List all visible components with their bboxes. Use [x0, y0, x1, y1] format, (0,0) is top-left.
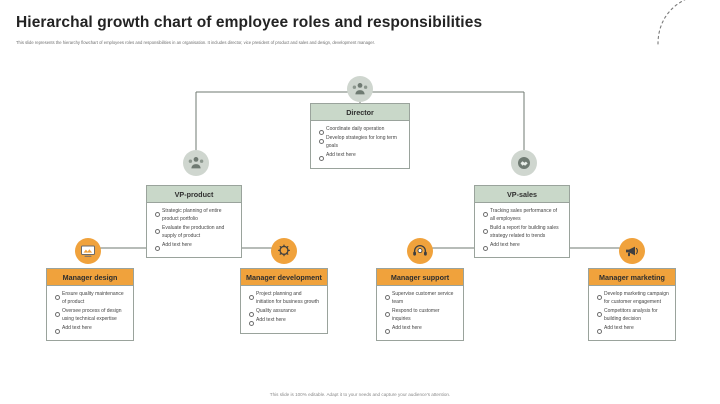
page-subtitle: This slide represents the hierarchy flowchart of employees roles and responsibilities in an organisation. It includes director, vice president of product and sales and design, development manager.	[16, 40, 375, 45]
person-group-icon	[347, 76, 373, 102]
node-title: Manager design	[47, 269, 133, 286]
list-item: Coordinate daily operation	[326, 126, 403, 134]
node-vp-sales[interactable]	[474, 185, 570, 258]
list-item: Develop strategies for long term goals	[326, 135, 403, 151]
list-item: Add text here	[256, 317, 321, 325]
list-item: Quality assurance	[256, 308, 321, 316]
list-item: Competitors analysis for building decision	[604, 308, 669, 324]
node-title: Manager support	[377, 269, 463, 286]
node-title: Director	[311, 104, 409, 121]
list-item: Respond to customer inquiries	[392, 308, 457, 324]
list-item: Strategic planning of entire product portfolio	[162, 208, 235, 224]
node-manager-support[interactable]	[376, 268, 464, 341]
dotted-arc-decoration	[656, 0, 720, 46]
node-body	[241, 286, 327, 333]
list-item: Add text here	[326, 152, 403, 160]
headset-support-icon	[407, 238, 433, 264]
person-group-icon	[183, 150, 209, 176]
list-item: Evaluate the production and supply of product	[162, 225, 235, 241]
list-item: Build a report for building sales strategy related to trends	[490, 225, 563, 241]
monitor-design-icon	[75, 238, 101, 264]
slide-footer-note: This slide is 100% editable. Adapt it to your needs and capture your audience's attention.	[269, 392, 451, 397]
list-item: Add text here	[604, 325, 669, 333]
node-manager-development[interactable]	[240, 268, 328, 334]
node-body	[377, 286, 463, 340]
node-manager-design[interactable]	[46, 268, 134, 341]
list-item: Oversee process of design using technical expertise	[62, 308, 127, 324]
node-vp-product[interactable]	[146, 185, 242, 258]
node-title: Manager development	[241, 269, 327, 286]
list-item: Add text here	[162, 242, 235, 250]
node-title: Manager marketing	[589, 269, 675, 286]
list-item: Tracking sales performance of all employees	[490, 208, 563, 224]
node-title: VP-sales	[475, 186, 569, 203]
node-body	[311, 121, 409, 168]
node-manager-marketing[interactable]	[588, 268, 676, 341]
node-body	[589, 286, 675, 340]
node-body	[147, 203, 241, 257]
list-item: Develop marketing campaign for customer engagement	[604, 291, 669, 305]
list-item: Add text here	[392, 325, 457, 333]
list-item: Supervise customer service team	[392, 291, 457, 307]
handshake-icon	[511, 150, 537, 176]
list-item: Add text here	[490, 242, 563, 250]
node-body	[47, 286, 133, 340]
list-item: Add text here	[62, 325, 127, 333]
megaphone-icon	[619, 238, 645, 264]
node-body	[475, 203, 569, 257]
node-title: VP-product	[147, 186, 241, 203]
list-item: Project planning and initiation for business growth	[256, 291, 320, 305]
node-director[interactable]	[310, 103, 410, 169]
gear-people-icon	[271, 238, 297, 264]
page-title: Hierarchal growth chart of employee roles and responsibilities	[16, 14, 483, 31]
list-item: Ensure quality maintenance of product	[62, 291, 127, 307]
